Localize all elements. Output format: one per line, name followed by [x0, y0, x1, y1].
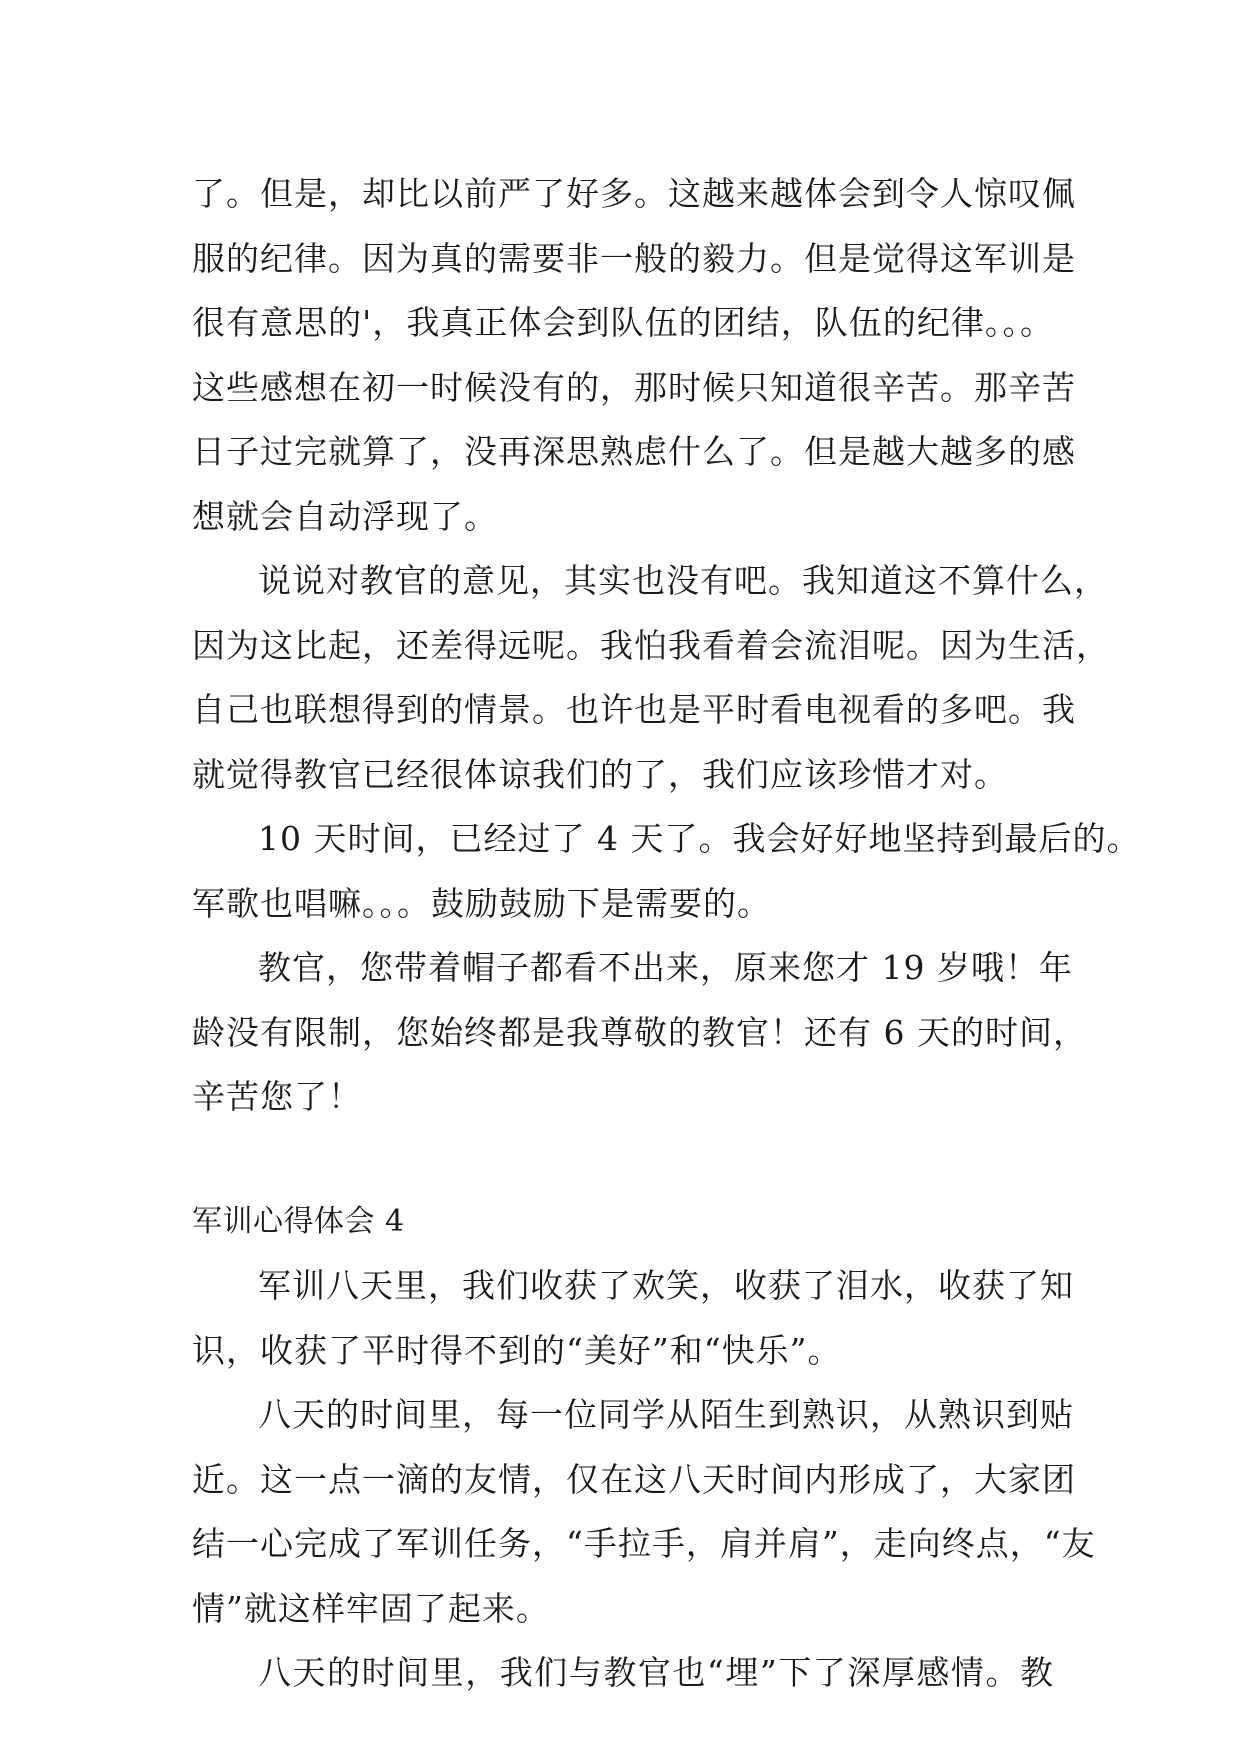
text-line: 识，收获了平时得不到的“美好”和“快乐”。	[192, 1330, 842, 1370]
text-line: 就觉得教官已经很体谅我们的了，我们应该珍惜才对。	[192, 754, 1008, 794]
text-line: 自己也联想得到的情景。也许也是平时看电视看的多吧。我	[192, 690, 1076, 729]
paragraph-first-line: 教官，您带着帽子都看不出来，原来您才 19 岁哦！年	[258, 948, 1073, 987]
text-line: 日子过完就算了，没再深思熟虑什么了。但是越大越多的感	[192, 432, 1076, 471]
text-line: 服的纪律。因为真的需要非一般的毅力。但是觉得这军训是	[192, 238, 1076, 278]
text-line: 近。这一点一滴的友情，仅在这八天时间内形成了，大家团	[192, 1459, 1076, 1499]
document-body	[192, 162, 1141, 1706]
paragraph-first-line: 八天的时间里，每一位同学从陌生到熟识，从熟识到贴	[258, 1395, 1074, 1434]
text-line: 这些感想在初一时候没有的，那时候只知道很辛苦。那辛苦	[192, 367, 1076, 407]
text-line: 了。但是，却比以前严了好多。这越来越体会到令人惊叹佩	[192, 174, 1076, 213]
paragraph-first-line: 说说对教官的意见，其实也没有吧。我知道这不算什么，	[258, 561, 1108, 600]
text-line: 结一心完成了军训任务，“手拉手，肩并肩”，走向终点，“友	[192, 1524, 1096, 1563]
paragraph-first-line: 军训八天里，我们收获了欢笑，收获了泪水，收获了知	[258, 1266, 1074, 1305]
paragraph-first-line: 八天的时间里，我们与教官也“埋”下了深厚感情。教	[258, 1653, 1054, 1692]
text-line: 很有意思的'，我真正体会到队伍的团结，队伍的纪律。。。	[192, 303, 1054, 342]
text-line: 辛苦您了！	[192, 1077, 362, 1116]
text-line: 龄没有限制，您始终都是我尊敬的教官！还有 6 天的时间，	[192, 1012, 1087, 1052]
section-heading: 军训心得体会 4	[192, 1203, 405, 1239]
text-line: 想就会自动浮现了。	[192, 496, 498, 536]
text-line: 因为这比起，还差得远呢。我怕我看着会流泪呢。因为生活，	[192, 625, 1110, 665]
paragraph-first-line: 10 天时间，已经过了 4 天了。我会好好地坚持到最后的。	[258, 819, 1141, 858]
text-line: 军歌也唱嘛。。。鼓励鼓励下是需要的。	[192, 883, 771, 923]
text-line: 情”就这样牢固了起来。	[192, 1588, 550, 1628]
